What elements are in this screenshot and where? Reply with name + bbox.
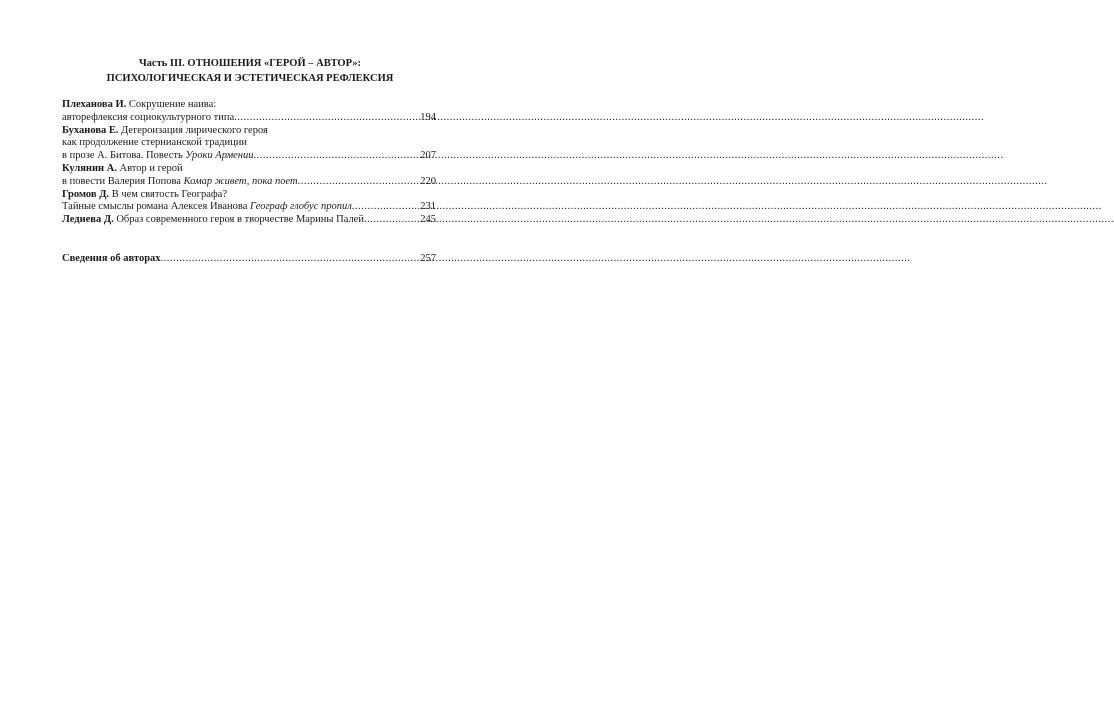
toc-title: Сокрушение наива: xyxy=(128,99,217,110)
toc-title: Дегероизация лирического героя xyxy=(121,124,268,136)
toc-title: В чем святость Географа? xyxy=(111,188,227,200)
toc-page-number: 257 xyxy=(420,253,436,264)
toc-title: Тайные смыслы романа Алексея Иванова xyxy=(62,201,251,213)
toc-author: Леднева Д. xyxy=(62,214,114,226)
toc-author: Кулянин А. xyxy=(62,162,117,174)
toc-title: Автор и герой xyxy=(119,162,183,174)
toc-authors-label: Сведения об авторах xyxy=(62,253,161,264)
section-heading xyxy=(0,56,500,86)
toc-entry xyxy=(62,189,436,215)
leader-dots xyxy=(352,201,419,214)
toc-entry xyxy=(62,125,436,163)
leader-dots xyxy=(298,176,420,189)
toc-page-number: 245 xyxy=(420,214,436,226)
toc-title: в прозе А. Битова. Повесть xyxy=(62,150,186,162)
toc-title: как продолжение стернианской традиции xyxy=(62,137,247,149)
toc-title: в повести Валерия Попова xyxy=(62,175,184,187)
toc-page-number: 207 xyxy=(420,150,436,162)
leader-dots xyxy=(364,214,419,227)
toc-page-number: 231 xyxy=(420,201,436,213)
document-page xyxy=(0,0,500,707)
toc-title: Образ современного героя в творчестве Марины Палей xyxy=(116,214,364,226)
toc-author: Плеханова И. xyxy=(62,99,127,110)
toc-entry-authors xyxy=(62,253,436,266)
toc-title-italic: Комар живет, пока поет xyxy=(183,175,298,187)
section-heading-line-2: ПСИХОЛОГИЧЕСКАЯ И ЭСТЕТИЧЕСКАЯ РЕФЛЕКСИЯ xyxy=(106,73,394,84)
toc-entry xyxy=(62,163,436,189)
leader-dots xyxy=(161,253,420,266)
section-heading-line-1: Часть III. ОТНОШЕНИЯ «ГЕРОЙ – АВТОР»: xyxy=(138,58,362,69)
toc-entry xyxy=(62,214,436,227)
toc-author: Громов Д. xyxy=(62,188,110,200)
toc-page-number: 194 xyxy=(420,111,436,123)
toc-author: Буханова Е. xyxy=(62,124,119,136)
leader-dots xyxy=(254,150,420,163)
toc-page-number: 220 xyxy=(420,175,436,187)
toc-title: авторефлексия социокультурного типа xyxy=(62,111,235,123)
toc-title-italic: Географ глобус пропил xyxy=(250,201,352,213)
table-of-contents xyxy=(62,99,436,227)
leader-dots xyxy=(234,112,419,125)
toc-title-italic: Уроки Армении xyxy=(185,150,254,162)
toc-entry xyxy=(62,99,436,125)
